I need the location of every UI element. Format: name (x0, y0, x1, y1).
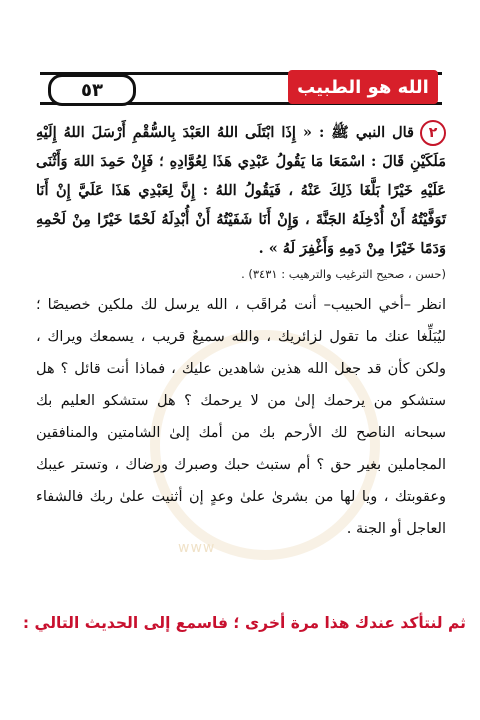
chapter-title: الله هو الطبيب (288, 70, 438, 104)
watermark-site: www (178, 540, 216, 556)
commentary-paragraph: انظر –أخي الحبيب– أنت مُراقَب ، الله يرسل لك ملكين خصيصًا ؛ ليُبَلِّغا عنك ما تقول لزائريك ، والله سميعٌ قريب ، يسمعك ويراك ، ولكن كأن قد جعل الله هذين شاهدين عليك ، فماذا أنت قائل ؟ هل ستشكو من يرحمك إلىٰ من لا يرحمك ؟ هل ستشكو العليم بك سبحانه الناصح لك الأرحم بك من أمك إلىٰ الشامتين والمنافقين المجاملين بغير حق ؟ أم ستبث حبك وصبرك ورضاك ، وتستر عيبك وعقوبتك ، ويا لها من بشرىٰ علىٰ وعدٍ إن أثنيت علىٰ ربك فالشفاء العاجل أو الجنة . (36, 297, 446, 537)
hadith-source: (حسن ، صحيح الترغيب والترهيب : ٣٤٣١) . (241, 267, 446, 281)
page-number: ٥٣ (48, 74, 136, 106)
hadith-paragraph (36, 118, 446, 263)
page-content (36, 118, 446, 545)
transition-line: ثم لنتأكد عندك هذا مرة أخرى ؛ فاسمع إلى الحديث التالي : (22, 614, 466, 632)
hadith-text: قال النبي ﷺ : « إِذَا ابْتَلَى اللهُ العَبْدَ بِالسُّقْمِ أَرْسَلَ اللهُ إِلَيْهِ مَلَكَيْنِ قَالَ : اسْمَعَا مَا يَقُولُ عَبْدِي هَذَا لِعُوَّادِهِ ؛ فَإِنْ حَمِدَ اللهَ وَأَثْنَى عَلَيْهِ خَيْرًا بَلَّغَا ذَلِكَ عَنْهُ ، فَيَقُولُ اللهُ : إِنَّ لِعَبْدِي هَذَا عَلَيَّ إِنْ أَنَا تَوَفَّيْتُهُ أَنْ أُدْخِلَهُ الجَنَّةَ ، وَإِنْ أَنَا شَفَيْتُهُ أَنْ أُبْدِلَهُ لَحْمًا خَيْرًا مِنْ لَحْمِهِ وَدَمًا خَيْرًا مِنْ دَمِهِ وَأَغْفِرَ لَهُ » . (36, 124, 446, 257)
hadith-number: ٢ (420, 120, 446, 146)
page-header (40, 64, 442, 110)
